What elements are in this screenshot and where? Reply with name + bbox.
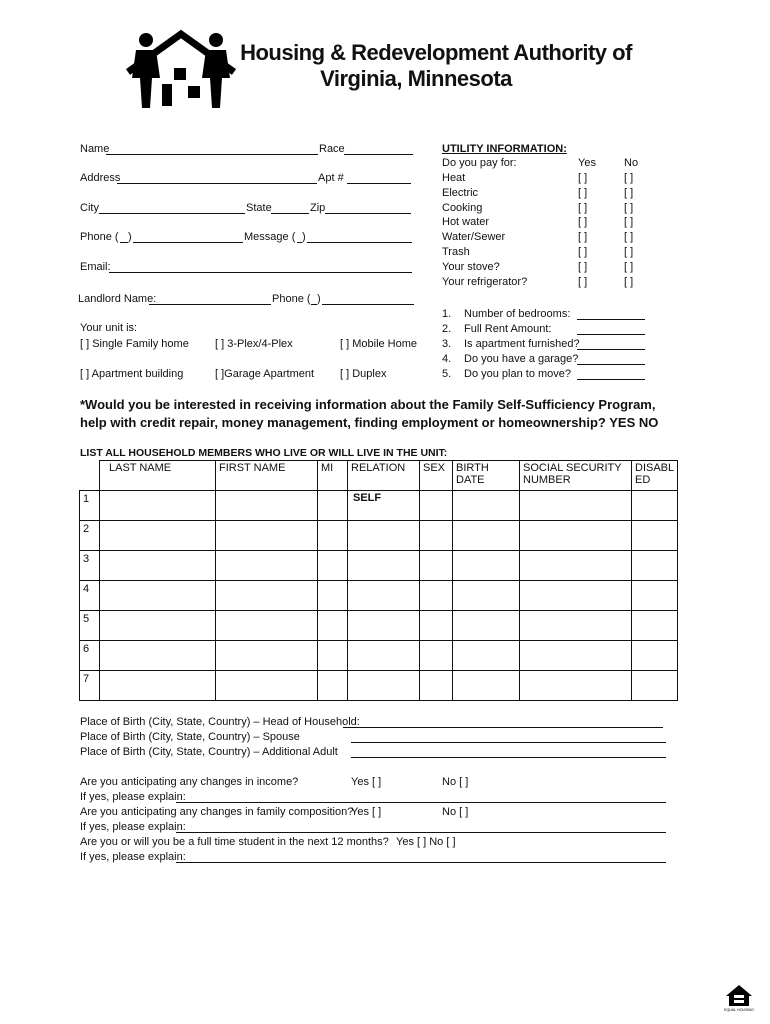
relation-cell[interactable]: SELF [348,491,420,521]
relation-cell[interactable] [348,611,420,641]
income-question: Are you anticipating any changes in income? [80,776,299,788]
table-cell[interactable] [318,521,348,551]
col-relation: RELATION [348,461,420,491]
row-number: 5 [80,611,100,641]
utility-no-checkbox[interactable]: [ ] [624,231,634,244]
row-number-header [80,461,100,491]
student-question: Are you or will you be a full time student in the next 12 months? [80,836,389,848]
table-cell[interactable] [520,521,632,551]
col-mi: MI [318,461,348,491]
email-field[interactable] [109,272,412,273]
birth-adult-label: Place of Birth (City, State, Country) – Additional Adult [80,746,338,758]
table-row [80,641,678,671]
table-cell[interactable] [520,551,632,581]
relation-cell[interactable] [348,521,420,551]
table-cell[interactable] [632,521,678,551]
name-label: Name [80,143,110,155]
question-answer-field[interactable] [577,319,645,320]
utility-item-label: Hot water [442,216,490,229]
city-label: City [80,202,99,214]
col-last-name: LAST NAME [100,461,216,491]
table-cell[interactable] [420,671,453,701]
unit-label: Your unit is: [80,322,138,334]
apt-label: Apt # [318,172,344,184]
phone-close: ) [128,231,132,243]
fss-question-line1: *Would you be interested in receiving information about the Family Self-Sufficiency Program, [80,397,656,412]
question-number: 4. [442,353,452,365]
question-text: Number of bedrooms: [464,308,571,320]
relation-cell[interactable] [348,671,420,701]
utility-yes-checkbox[interactable]: [ ] [578,172,588,184]
landlord-label: Landlord Name: [78,293,157,305]
table-cell[interactable] [420,551,453,581]
phone-label: Phone ( [80,231,119,243]
zip-field[interactable] [325,213,411,214]
family-no[interactable]: No [ ] [442,806,469,818]
city-field[interactable] [99,213,245,214]
utility-yes-checkbox[interactable]: [ ] [578,275,588,288]
race-field[interactable] [344,154,413,155]
utility-item-label: Water/Sewer [442,231,506,244]
table-cell[interactable] [216,551,318,581]
income-yes[interactable]: Yes [ ] [351,776,382,788]
household-table [79,460,678,701]
utility-item-label: Your refrigerator? [442,275,528,288]
table-cell[interactable] [100,581,216,611]
family-yes[interactable]: Yes [ ] [351,806,382,818]
zip-label: Zip [310,202,326,214]
utility-no-checkbox[interactable]: [ ] [624,186,634,199]
table-row [80,671,678,701]
table-cell[interactable] [453,611,520,641]
table-cell[interactable] [632,671,678,701]
utility-item-label: Electric [442,186,479,199]
table-cell[interactable] [453,491,520,521]
race-label: Race [319,143,345,155]
relation-cell[interactable] [348,641,420,671]
table-cell[interactable] [632,551,678,581]
utility-yes-checkbox[interactable]: [ ] [578,201,588,214]
table-cell[interactable] [318,671,348,701]
landlord-phone-close: ) [317,293,321,305]
message-label: Message ( [244,231,296,243]
question-text: Do you have a garage? [464,353,579,365]
col-ssn: SOCIAL SECURITY NUMBER [520,461,632,491]
table-cell[interactable] [100,671,216,701]
question-text: Do you plan to move? [464,368,572,380]
utility-question: Do you pay for: [442,157,517,169]
unit-option-apartment[interactable]: [ ] Apartment building [80,368,184,380]
table-row [80,521,678,551]
table-cell[interactable] [632,641,678,671]
table-cell[interactable] [632,491,678,521]
student-explain-label: If yes, please explain: [80,851,186,863]
utility-no-header: No [624,157,639,169]
table-cell[interactable] [216,611,318,641]
birth-head-label: Place of Birth (City, State, Country) – Head of Household: [80,716,360,728]
landlord-field[interactable] [149,304,271,305]
table-cell[interactable] [216,581,318,611]
table-cell[interactable] [520,671,632,701]
table-cell[interactable] [453,581,520,611]
utility-no-checkbox[interactable]: [ ] [624,246,634,258]
apt-field[interactable] [347,183,411,184]
table-cell[interactable] [453,671,520,701]
table-cell[interactable] [632,611,678,641]
table-cell[interactable] [453,551,520,581]
income-explain-label: If yes, please explain: [80,791,186,803]
table-cell[interactable] [216,671,318,701]
utility-no-checkbox[interactable]: [ ] [624,216,634,229]
table-cell[interactable] [420,581,453,611]
name-field[interactable] [106,154,318,155]
utility-item-label: Cooking [442,201,483,214]
table-cell[interactable] [420,641,453,671]
utility-no-checkbox[interactable]: [ ] [624,275,634,288]
col-birth-date: BIRTH DATE [453,461,520,491]
equal-housing-icon [724,982,754,1012]
question-number: 5. [442,368,452,380]
question-number: 2. [442,323,452,335]
row-number: 2 [80,521,100,551]
question-answer-field[interactable] [577,379,645,380]
state-field[interactable] [271,213,309,214]
eho-caption: EQUAL HOUSING [724,1008,754,1012]
row-number: 7 [80,671,100,701]
utility-yes-checkbox[interactable]: [ ] [578,216,588,229]
address-field[interactable] [117,183,317,184]
table-row [80,581,678,611]
hra-logo [122,28,240,112]
table-cell[interactable] [420,611,453,641]
table-row [80,491,678,521]
household-heading: LIST ALL HOUSEHOLD MEMBERS WHO LIVE OR WILL LIVE IN THE UNIT: [80,447,448,459]
question-text: Full Rent Amount: [464,323,552,335]
question-text: Is apartment furnished? [464,338,580,350]
page-title-line2: Virginia, Minnesota [320,66,512,91]
message-close: ) [302,231,306,243]
row-number: 1 [80,491,100,521]
table-cell[interactable] [420,521,453,551]
table-cell[interactable] [420,491,453,521]
income-no[interactable]: No [ ] [442,776,469,788]
table-cell[interactable] [216,641,318,671]
utility-no-checkbox[interactable]: [ ] [624,172,634,184]
landlord-phone-label: Phone ( [272,293,311,305]
family-explain-label: If yes, please explain: [80,821,186,833]
table-cell[interactable] [453,641,520,671]
table-cell[interactable] [216,521,318,551]
message-field[interactable] [307,242,412,243]
utility-item-label: Your stove? [442,260,500,273]
utility-yes-checkbox[interactable]: [ ] [578,246,588,258]
question-answer-field[interactable] [577,364,645,365]
table-cell[interactable] [520,491,632,521]
table-cell[interactable] [100,611,216,641]
unit-option-mobile[interactable]: [ ] Mobile Home [340,338,418,350]
table-cell[interactable] [100,551,216,581]
utility-item-label: Heat [442,172,466,184]
table-cell[interactable] [520,641,632,671]
utility-item-label: Trash [442,246,470,258]
utility-no-checkbox[interactable]: [ ] [624,260,634,273]
email-label: Email: [80,261,111,273]
phone-field[interactable] [133,242,243,243]
utility-no-checkbox[interactable]: [ ] [624,201,634,214]
relation-cell[interactable] [348,581,420,611]
col-sex: SEX [420,461,453,491]
table-cell[interactable] [100,491,216,521]
phone-area-field[interactable] [120,242,128,243]
birth-spouse-field[interactable] [351,742,666,743]
table-header-row [80,461,678,491]
question-number: 3. [442,338,452,350]
fss-question-line2: help with credit repair, money management, finding employment or homeownership? YES NO [80,415,659,430]
unit-option-single[interactable]: [ ] Single Family home [80,338,189,350]
table-cell[interactable] [216,491,318,521]
table-cell[interactable] [318,551,348,581]
student-yes-no[interactable]: Yes [ ] No [ ] [396,836,456,848]
utility-yes-checkbox[interactable]: [ ] [578,260,588,273]
family-question: Are you anticipating any changes in family composition? [80,806,354,818]
table-cell[interactable] [318,491,348,521]
table-cell[interactable] [100,521,216,551]
family-explain-field[interactable] [176,832,666,833]
table-cell[interactable] [453,521,520,551]
table-cell[interactable] [632,581,678,611]
table-cell[interactable] [318,581,348,611]
row-number: 3 [80,551,100,581]
col-first-name: FIRST NAME [216,461,318,491]
landlord-phone-field[interactable] [322,304,414,305]
table-cell[interactable] [520,611,632,641]
birth-spouse-label: Place of Birth (City, State, Country) – Spouse [80,731,300,743]
question-number: 1. [442,308,452,320]
row-number: 6 [80,641,100,671]
address-label: Address [80,172,121,184]
table-cell[interactable] [520,581,632,611]
unit-option-duplex[interactable]: [ ] Duplex [340,368,387,380]
state-label: State [246,202,272,214]
relation-cell[interactable] [348,551,420,581]
unit-option-garage-apt[interactable]: [ ]Garage Apartment [215,368,315,380]
col-disabled: DISABL ED [632,461,678,491]
utility-heading: UTILITY INFORMATION: [442,143,567,155]
table-row [80,611,678,641]
birth-head-field[interactable] [343,727,663,728]
income-explain-field[interactable] [176,802,666,803]
table-cell[interactable] [318,641,348,671]
birth-adult-field[interactable] [351,757,666,758]
unit-option-plex[interactable]: [ ] 3-Plex/4-Plex [215,338,293,350]
question-answer-field[interactable] [577,334,645,335]
question-answer-field[interactable] [577,349,645,350]
table-row [80,551,678,581]
utility-yes-header: Yes [578,157,596,169]
table-cell[interactable] [100,641,216,671]
table-cell[interactable] [318,611,348,641]
student-explain-field[interactable] [176,862,666,863]
utility-yes-checkbox[interactable]: [ ] [578,186,588,199]
row-number: 4 [80,581,100,611]
utility-yes-checkbox[interactable]: [ ] [578,231,588,244]
page-title-line1: Housing & Redevelopment Authority of [240,40,632,65]
